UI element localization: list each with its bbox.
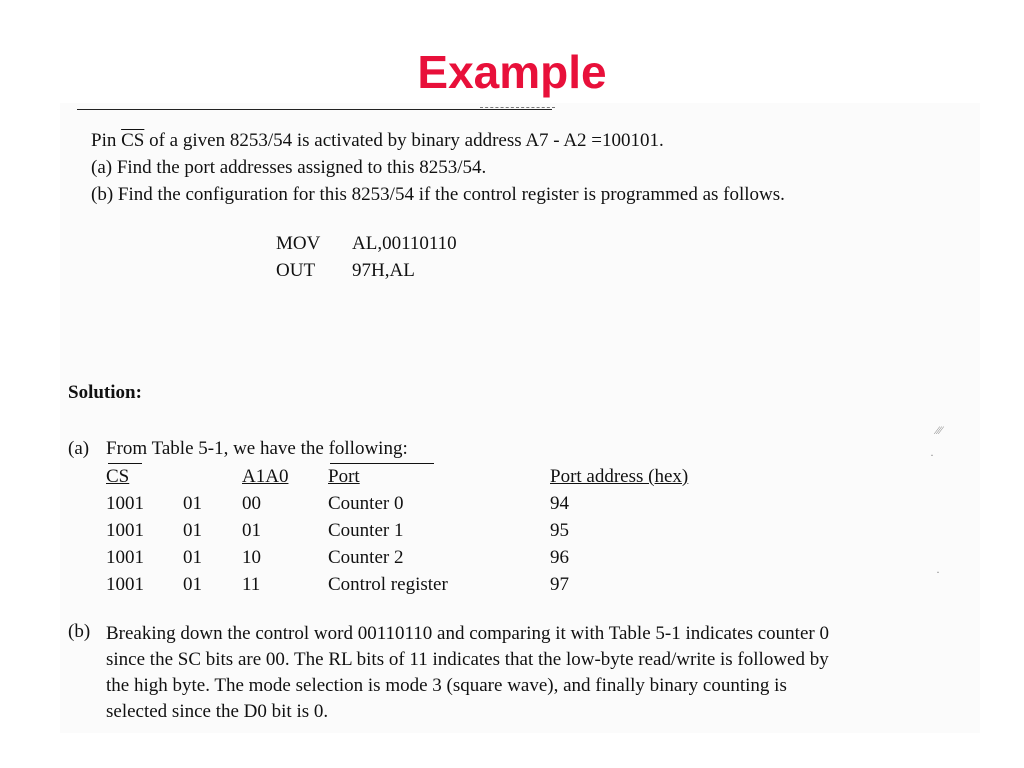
cell-port: Counter 2 <box>328 547 404 568</box>
problem-line-1 <box>91 127 785 154</box>
top-rule-dashed <box>480 107 555 108</box>
code-args: 97H,AL <box>352 260 415 281</box>
part-b-line: Breaking down the control word 00110110 and comparing it with Table 5-1 indicates counter 0 <box>106 623 829 644</box>
cell-port: Control register <box>328 574 448 595</box>
scan-artifact: ⁄⁄⁄ <box>936 423 943 437</box>
cell-a1a0: 11 <box>242 574 261 595</box>
cell-cs: 1001 <box>106 493 144 514</box>
cell-a1a0: 00 <box>242 493 261 514</box>
part-b-text <box>106 621 976 725</box>
cell-cs: 1001 <box>106 574 144 595</box>
cell-a1a0: 01 <box>242 520 261 541</box>
code-op: OUT <box>276 260 316 281</box>
code-op: MOV <box>276 233 321 254</box>
part-b-line: since the SC bits are 00. The RL bits of 11 indicates that the low-byte read/write is followed by <box>106 649 829 670</box>
scan-artifact: · <box>930 448 934 462</box>
problem-line-2: (a) Find the port addresses assigned to this 8253/54. <box>91 157 487 178</box>
header-address: Port address (hex) <box>550 466 689 487</box>
problem-line-3: (b) Find the configuration for this 8253/54 if the control register is programmed as follows. <box>91 184 785 205</box>
cell-cs: 1001 <box>106 520 144 541</box>
cell-address: 95 <box>550 520 569 541</box>
part-b-marker: (b) <box>68 621 91 642</box>
solution-heading: Solution: <box>68 382 142 403</box>
top-rule <box>77 109 552 110</box>
slide-title: Example <box>417 46 607 98</box>
part-b-line: the high byte. The mode selection is mode 3 (square wave), and finally binary counting is <box>106 675 787 696</box>
cell-cs: 1001 <box>106 547 144 568</box>
cell-bits: 01 <box>183 520 202 541</box>
part-a-intro: From Table 5-1, we have the following: <box>106 438 408 459</box>
code-args: AL,00110110 <box>352 233 457 254</box>
cell-bits: 01 <box>183 493 202 514</box>
cell-bits: 01 <box>183 574 202 595</box>
code-line <box>276 257 457 284</box>
code-line <box>276 230 457 257</box>
cell-address: 97 <box>550 574 569 595</box>
problem-statement <box>91 127 785 208</box>
scanned-document: Pin $\overline{CS}$ of a given 8253/54 is activated by binary address A7 - A2 =100101. (a) Find the port addresses assigned to this 8253/54. (b) Find the configuration for this 8253/54 if the control register is programmed as follows. MOV AL,00110110 OUT 97H,AL Solution: (a) From Table 5-1, we have the following: CS A1A0 Port Port address (hex) 1001 01 00 Counter 0 94 1001 01 01 Counter 1 95 1001 01 10 Counter 2 96 1001 01 11 Control register 97 (b) Breaking down the control word 00110110 and comparing it with Table 5-1 indicates counter 0 since the SC bits are 00. The RL bits of 11 indicates that the low-byte read/write is followed by the high byte. The mode selection is mode 3 (square wave), and finally binary counting is selected since the D0 bit is 0. ⁄⁄⁄ · · <box>60 103 980 733</box>
part-b-line: selected since the D0 bit is 0. <box>106 701 329 722</box>
problem-line-1-pre: Pin <box>91 130 122 151</box>
cell-port: Counter 0 <box>328 493 404 514</box>
cs-label: $\overline{CS}$ <box>121 130 145 151</box>
cell-a1a0: 10 <box>242 547 261 568</box>
cell-address: 94 <box>550 493 569 514</box>
problem-line-1-post: of a given 8253/54 is activated by binary address A7 - A2 =100101. <box>144 130 664 151</box>
cell-bits: 01 <box>183 547 202 568</box>
code-block <box>276 230 457 284</box>
cell-address: 96 <box>550 547 569 568</box>
cell-port: Counter 1 <box>328 520 404 541</box>
header-a1a0: A1A0 <box>242 466 289 487</box>
part-a-marker: (a) <box>68 438 90 459</box>
scan-artifact: · <box>936 565 940 579</box>
